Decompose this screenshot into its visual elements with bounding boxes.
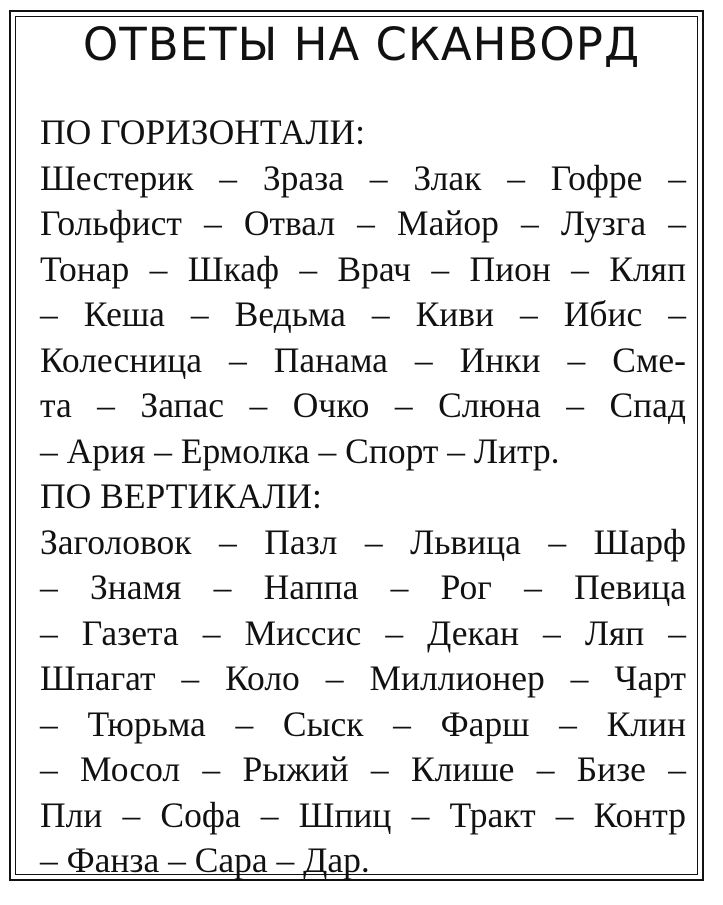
horizontal-line: – Кеша – Ведьма – Киви – Ибис – [40, 294, 686, 334]
horizontal-line: та – Запас – Очко – Слюна – Спад [40, 385, 686, 425]
vertical-line: – Газета – Миссис – Декан – Ляп – [40, 612, 686, 653]
page-title: ОТВЕТЫ НА СКАНВОРД [82, 18, 641, 71]
horizontal-line: Тонар – Шкаф – Врач – Пион – Кляп [40, 248, 686, 289]
answers-text [40, 110, 686, 884]
vertical-line: Пли – Софа – Шпиц – Тракт – Контр [40, 794, 686, 835]
vertical-heading: ПО ВЕРТИКАЛИ: [40, 476, 322, 516]
horizontal-line: – Ария – Ермолка – Спорт – Литр. [40, 430, 560, 471]
horizontal-line: Колесница – Панама – Инки – Сме- [40, 339, 686, 380]
vertical-line: – Фанза – Сара – Дар. [40, 840, 370, 880]
horizontal-line: Гольфист – Отвал – Майор – Лузга – [40, 203, 686, 243]
vertical-line: – Мосол – Рыжий – Клише – Бизе – [40, 749, 686, 789]
vertical-line: – Тюрьма – Сыск – Фарш – Клин [40, 703, 686, 744]
vertical-line: Заголовок – Пазл – Львица – Шарф [40, 521, 686, 562]
vertical-line: – Знамя – Наппа – Рог – Певица [40, 567, 686, 607]
vertical-line: Шпагат – Коло – Миллионер – Чарт [40, 658, 686, 698]
horizontal-heading: ПО ГОРИЗОНТАЛИ: [40, 112, 365, 152]
horizontal-line: Шестерик – Зраза – Злак – Гофре – [40, 157, 686, 198]
